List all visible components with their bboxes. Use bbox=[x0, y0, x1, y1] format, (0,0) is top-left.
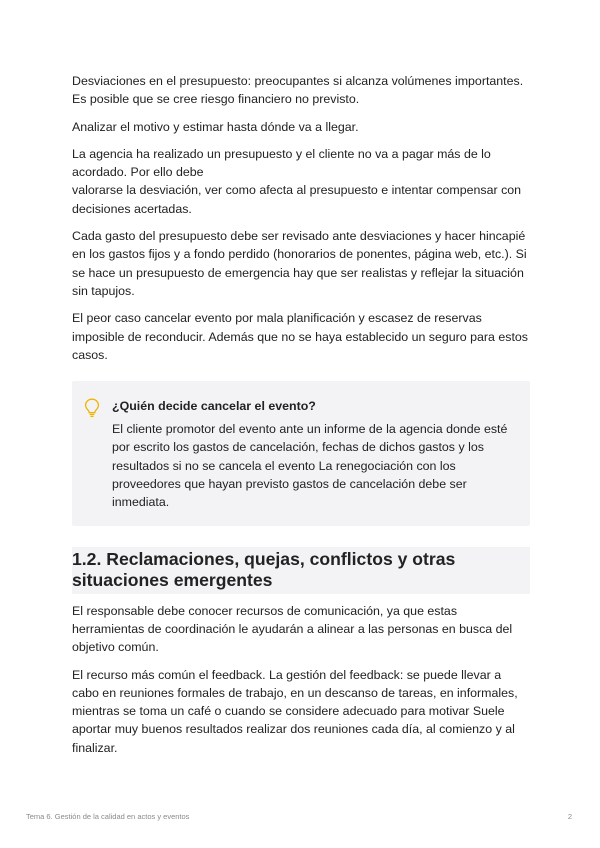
paragraph: Analizar el motivo y estimar hasta dónde va a llegar. bbox=[72, 119, 359, 134]
lightbulb-icon bbox=[84, 397, 112, 511]
paragraph: El responsable debe conocer recursos de comunicación, ya que estas herramientas de coordinación le ayudarán a alinear a las personas en busca del objetivo común. bbox=[72, 603, 513, 655]
paragraph bbox=[72, 145, 530, 218]
paragraph: Cada gasto del presupuesto debe ser revisado ante desviaciones y hacer hincapié en los gastos fijos y a fondo perdido (honorarios de ponentes, página web, etc.). Si se hace un presupuesto de emergencia hay que ser realistas y reflejar la situación sin tapujos. bbox=[72, 229, 527, 298]
page-content bbox=[72, 72, 530, 766]
callout-box bbox=[72, 381, 530, 525]
paragraph: Desviaciones en el presupuesto: preocupantes si alcanza volúmenes importantes. Es posible que se cree riesgo financiero no previsto. bbox=[72, 74, 524, 107]
paragraph-text: La agencia ha realizado un presupuesto y el cliente no va a pagar más de lo acordado. Por ello debe valorarse la desviación, ver como afecta al presupuesto e intentar compensar con decisiones acertadas. bbox=[72, 146, 522, 216]
paragraph: El peor caso cancelar evento por mala planificación y escasez de reservas imposible de reconducir. Además que no se haya establecido un seguro para estos casos. bbox=[72, 311, 528, 362]
footer-title: Tema 6. Gestión de la calidad en actos y eventos bbox=[26, 812, 190, 821]
page-number: 2 bbox=[567, 812, 572, 821]
section-heading: 1.2. Reclamaciones, quejas, conflictos y otras situaciones emergentes bbox=[72, 547, 530, 594]
callout-body bbox=[112, 397, 516, 511]
callout-title: ¿Quién decide cancelar el evento? bbox=[112, 399, 316, 414]
callout-text: El cliente promotor del evento ante un informe de la agencia donde esté por escrito los gastos de cancelación, fechas de dichos gastos y los resultados si no se cancela el evento La renegociación con los proveedores que hayan previsto gastos de cancelación debe ser inmediata. bbox=[112, 422, 508, 510]
paragraph: El recurso más común el feedback. La gestión del feedback: se puede llevar a cabo en reuniones formales de trabajo, en un descanso de tareas, en informales, mientras se toma un café o cuando se considere adecuado para motivar Suele aportar muy buenos resultados realizar dos reuniones cada día, al comienzo y al finalizar. bbox=[72, 667, 518, 755]
